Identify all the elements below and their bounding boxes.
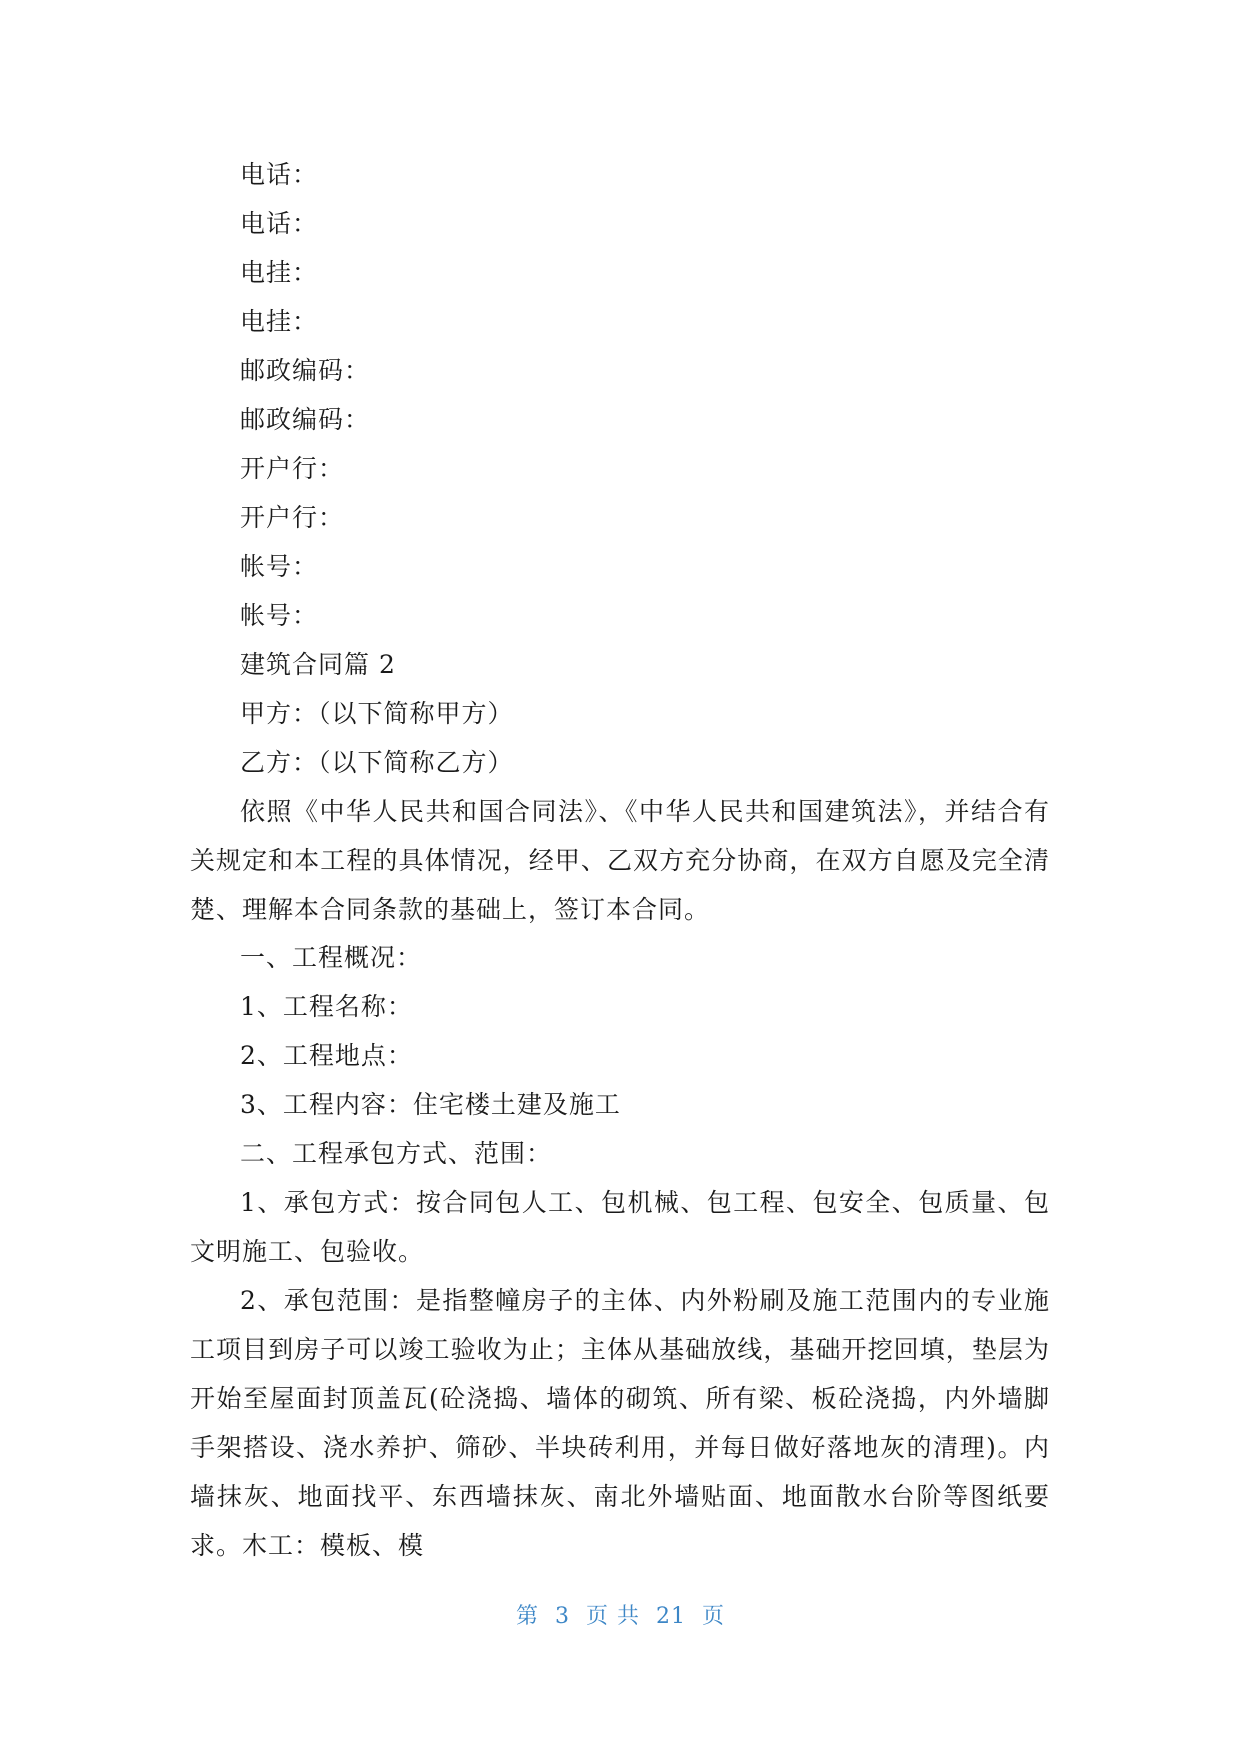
telex-line-1: 电挂：: [240, 258, 319, 287]
postal-code-line-1: 邮政编码：: [240, 356, 371, 385]
project-location-item: 2、工程地点：: [240, 1041, 413, 1070]
project-content-item: 3、工程内容：住宅楼土建及施工: [240, 1090, 621, 1119]
phone-line-1: 电话：: [240, 160, 319, 189]
party-a-line: 甲方：（以下简称甲方）: [240, 699, 514, 728]
bank-line-2: 开户行：: [240, 503, 345, 532]
section-1-title: 一、工程概况：: [240, 943, 423, 972]
intro-paragraph: 依照《中华人民共和国合同法》、《中华人民共和国建筑法》，并结合有关规定和本工程的具体情况，经甲、乙双方充分协商，在双方自愿及完全清楚、理解本合同条款的基础上，签订本合同。: [190, 797, 1050, 924]
bank-line-1: 开户行：: [240, 454, 345, 483]
contract-scope-paragraph: 2、承包范围：是指整幢房子的主体、内外粉刷及施工范围内的专业施工项目到房子可以竣工验收为止；主体从基础放线，基础开挖回填，垫层为开始至屋面封顶盖瓦(砼浇捣、墙体的砌筑、所有梁、板砼浇捣，内外墙脚手架搭设、浇水养护、筛砂、半块砖利用，并每日做好落地灰的清理)。内墙抹灰、地面找平、东西墙抹灰、南北外墙贴面、地面散水台阶等图纸要求。木工：模板、模: [190, 1286, 1050, 1560]
project-name-item: 1、工程名称：: [240, 992, 413, 1021]
page-number-footer: 第 3 页 共 21 页: [516, 1604, 725, 1629]
party-b-line: 乙方：（以下简称乙方）: [240, 748, 514, 777]
phone-line-2: 电话：: [240, 209, 319, 238]
section-2-title: 二、工程承包方式、范围：: [240, 1139, 553, 1168]
account-line-2: 帐号：: [240, 601, 319, 630]
telex-line-2: 电挂：: [240, 307, 319, 336]
section-heading: 建筑合同篇 2: [240, 650, 396, 679]
contract-method-paragraph: 1、承包方式：按合同包人工、包机械、包工程、包安全、包质量、包文明施工、包验收。: [190, 1188, 1050, 1266]
postal-code-line-2: 邮政编码：: [240, 405, 371, 434]
account-line-1: 帐号：: [240, 552, 319, 581]
